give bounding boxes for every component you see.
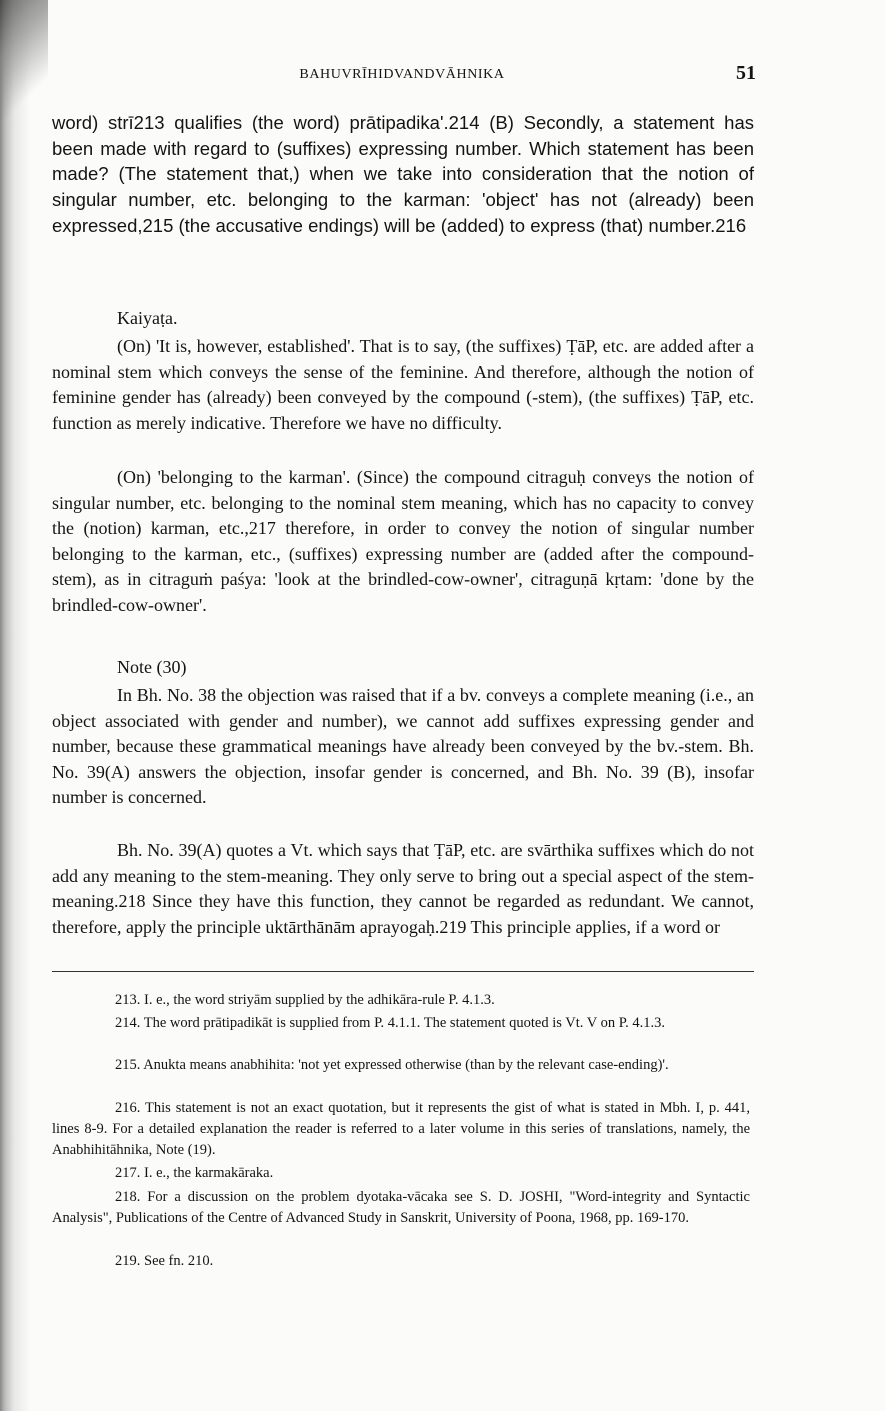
- scan-corner-shadow: [0, 0, 48, 120]
- section-heading-kaiyata: Kaiyaṭa.: [117, 308, 178, 328]
- running-head: BAHUVRĪHIDVANDVĀHNIKA: [299, 67, 505, 82]
- footnote-215: 215. Anukta means anabhihita: 'not yet expressed otherwise (than by the relevant case-ending)'.: [115, 1057, 669, 1073]
- paragraph-note-2: Bh. No. 39(A) quotes a Vt. which says that ṬāP, etc. are svārthika suffixes which do not add any meaning to the stem-meaning. They only serve to bring out a special aspect of the stem-meaning.218 Since they have this function, they cannot be regarded as redundant. We cannot, therefore, apply the principle uktārthānām aprayogaḥ.219 This principle applies, if a word or: [52, 840, 754, 937]
- footnote-218: 218. For a discussion on the problem dyotaka-vācaka see S. D. JOSHI, "Word-integrity and Syntactic Analysis", Publications of the Centre of Advanced Study in Sanskrit, University of Poona, 1968, pp. 169-170.: [52, 1189, 750, 1226]
- paragraph-kaiyata-2: (On) 'belonging to the karman'. (Since) the compound citraguḥ conveys the notion of singular number, etc. belonging to the nominal stem meaning, which has no capacity to convey the (notion) karman, etc.,217 therefore, in order to convey the notion of singular number belonging to the karman, etc., (suffixes) expressing number are (added after the compound-stem), as in citraguṁ paśya: 'look at the brindled-cow-owner', citraguṇā kṛtam: 'done by the brindled-cow-owner'.: [52, 467, 754, 615]
- paragraph-note-1: In Bh. No. 38 the objection was raised that if a bv. conveys a complete meaning (i.e., an object associated with gender and number), we cannot add suffixes expressing gender and number, because these grammatical meanings have already been conveyed by the bv.-stem. Bh. No. 39(A) answers the objection, insofar gender is concerned, and Bh. No. 39 (B), insofar number is concerned.: [52, 685, 754, 807]
- paragraph-kaiyata-1: (On) 'It is, however, established'. That is to say, (the suffixes) ṬāP, etc. are added after a nominal stem which conveys the sense of the feminine. And therefore, although the notion of feminine gender has (already) been conveyed by the compound (-stem), (the suffixes) ṬāP, etc. function as merely indicative. Therefore we have no difficulty.: [52, 336, 754, 433]
- scan-shadow: [0, 0, 30, 1411]
- page-number: 51: [736, 62, 756, 84]
- section-heading-note: Note (30): [117, 657, 187, 677]
- footnote-216: 216. This statement is not an exact quotation, but it represents the gist of what is stated in Mbh. I, p. 441, lines 8-9. For a detailed explanation the reader is referred to a later volume in this series of translations, namely, the Anabhihitāhnika, Note (19).: [52, 1100, 750, 1158]
- footnote-213: 213. I. e., the word striyām supplied by the adhikāra-rule P. 4.1.3.: [115, 992, 495, 1008]
- page-header: [52, 62, 756, 88]
- footnote-214: 214. The word prātipadikāt is supplied from P. 4.1.1. The statement quoted is Vt. V on P. 4.1.3.: [115, 1015, 666, 1031]
- footnote-219: 219. See fn. 210.: [115, 1253, 214, 1269]
- footnote-divider: [52, 971, 754, 972]
- footnote-217: 217. I. e., the karmakāraka.: [115, 1165, 274, 1181]
- paragraph-continuation: word) strī213 qualifies (the word) prātipadika'.214 (B) Secondly, a statement has been made with regard to (suffixes) expressing number. Which statement has been made? (The statement that,) when we take into consideration that the notion of singular number, etc. belonging to the karman: 'object' has not (already) been expressed,215 (the accusative endings) will be (added) to express (that) number.216: [52, 112, 754, 236]
